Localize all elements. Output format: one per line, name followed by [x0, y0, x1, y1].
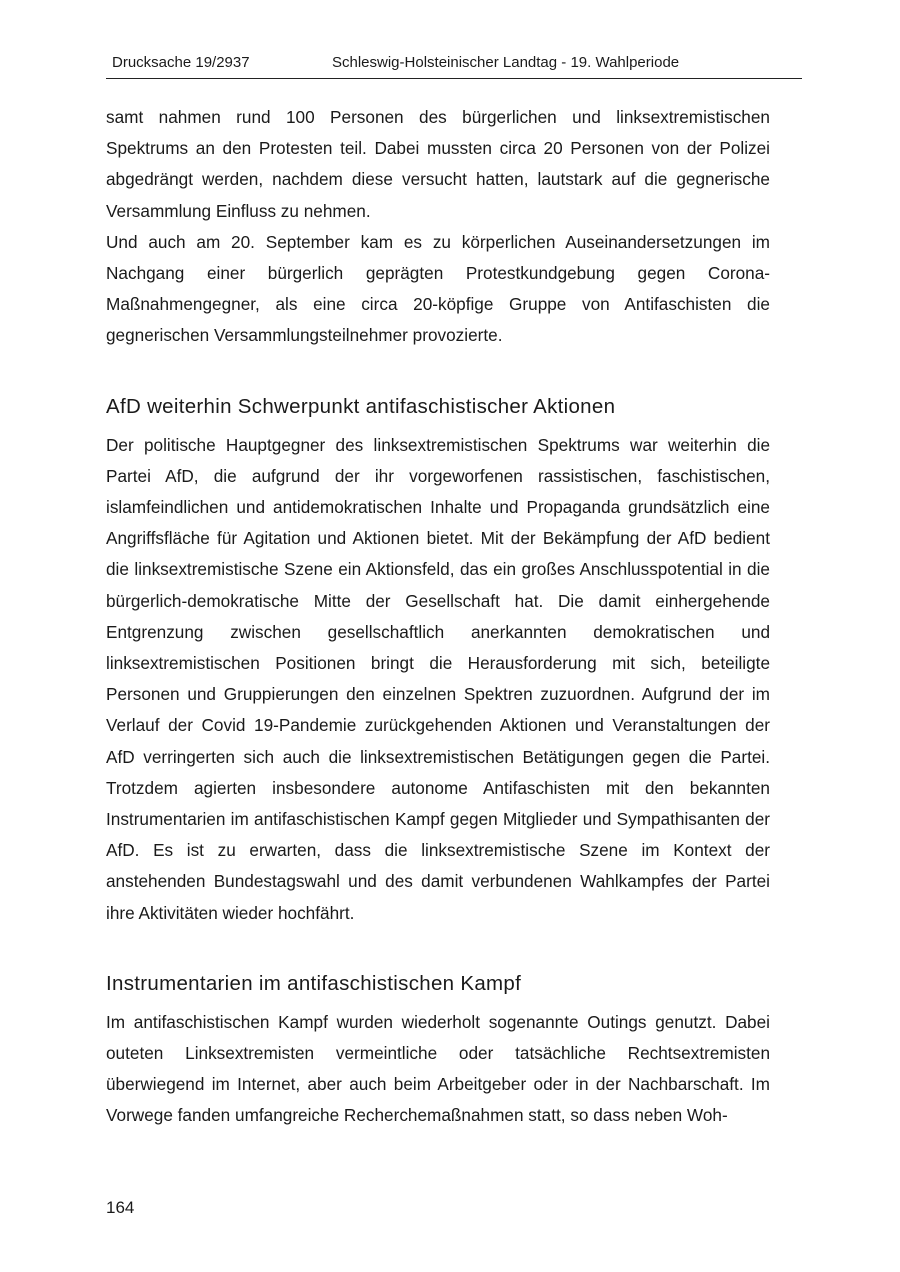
document-number: Drucksache 19/2937: [112, 54, 250, 71]
parliament-title: Schleswig-Holsteinischer Landtag - 19. Wahlperiode: [332, 54, 680, 71]
paragraph-protest-participants: samt nahmen rund 100 Personen des bürgerlichen und linksextremistischen Spektrums an den Protesten teil. Dabei mussten circa 20 Personen von der Polizei abgedrängt werden, nachdem diese versucht hatten, lautstark auf die gegnerische Versammlung Einfluss zu nehmen.: [106, 107, 770, 221]
paragraph-afd-opponent: Der politische Hauptgegner des linksextremistischen Spektrums war weiterhin die Partei AfD, die aufgrund der ihr vorgeworfenen rassistischen, faschistischen, islamfeindlichen und antidemokratischen Inhalte und Propaganda grundsätzlich eine Angriffsfläche für Agitation und Aktionen bietet. Mit der Bekämpfung der AfD bedient die linksextremistische Szene ein Aktionsfeld, das ein großes Anschlusspotential in die bürgerlich-demokratische Mitte der Gesellschaft hat. Die damit einhergehende Entgrenzung zwischen gesellschaftlich anerkannten demokratischen und linksextremistischen Positionen bringt die Herausforderung mit sich, beteiligte Personen und Gruppierungen den einzelnen Spektren zuzuordnen. Aufgrund der im Verlauf der Covid 19-Pandemie zurückgehenden Aktionen und Veranstaltungen der AfD verringerten sich auch die linksextremistischen Betätigungen gegen die Partei. Trotzdem agierten insbesondere autonome Antifaschisten mit den bekannten Instrumentarien im antifaschistischen Kampf gegen Mitglieder und Sympathisanten der AfD. Es ist zu erwarten, dass die linksextremistische Szene im Kontext der anstehenden Bundestagswahl und des damit verbundenen Wahlkampfes der Partei ihre Aktivitäten wieder hochfährt.: [106, 434, 770, 923]
section-heading-afd: AfD weiterhin Schwerpunkt antifaschistischer Aktionen: [106, 394, 616, 418]
paragraph-september-clashes: Und auch am 20. September kam es zu körperlichen Auseinandersetzungen im Nachgang einer bürgerlich geprägten Protestkundgebung gegen Corona-Maßnahmengegner, als eine circa 20-köpfige Gruppe von Antifaschisten die gegnerischen Versammlungsteilnehmer provozierte.: [106, 231, 770, 346]
page-header: [106, 52, 802, 79]
section-heading-instruments: Instrumentarien im antifaschistischen Kampf: [106, 971, 522, 995]
page-number: 164: [106, 1198, 135, 1217]
page-body: [106, 102, 770, 1132]
paragraph-outings: Im antifaschistischen Kampf wurden wiederholt sogenannte Outings genutzt. Dabei outeten Linksextremisten vermeintliche oder tatsächliche Rechtsextremisten überwiegend im Internet, aber auch beim Arbeitgeber oder in der Nachbarschaft. Im Vorwege fanden umfangreiche Recherchemaßnahmen statt, so dass neben Woh-: [106, 1011, 770, 1126]
